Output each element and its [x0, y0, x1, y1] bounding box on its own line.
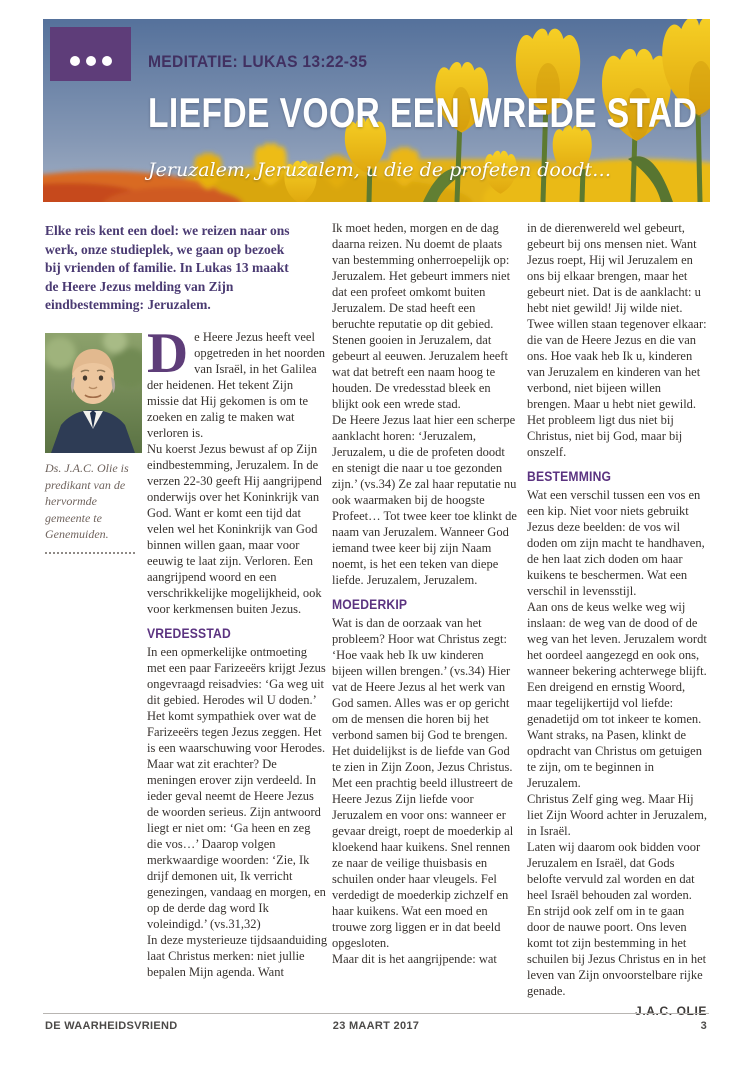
page-number: 3	[700, 1020, 707, 1032]
paragraph: Ik moet heden, morgen en de dag daarna reizen. Nu doemt de plaats van bestemming onherroepelijk op: Jeruzalem. Het gebeurt immers niet dat een profeet omkomt buiten Jeruzalem. De stad heeft een beruchte reputatie op dit gebied. Stenen gooien in Jeruzalem, dat gebeurt al eeuwen. Jeruzalem heeft wat dat betreft een naam hoog te houden. De vredesstad bleek en blijkt ook een wrede stad.	[332, 221, 511, 411]
magazine-name: DE WAARHEIDSVRIEND	[45, 1020, 178, 1032]
author-byline: J.A.C. OLIE	[635, 1004, 707, 1018]
footer-divider	[43, 1013, 709, 1014]
paragraph: In een opmerkelijke ontmoeting met een paar Farizeeërs krijgt Jezus ongevraagd reisadvies: ‘Ga weg uit dit gebied. Herodes wil U doden.’	[147, 645, 326, 707]
paragraph: in de dierenwereld wel gebeurt, gebeurt bij ons mensen niet. Want Jezus roept, Hij wil Jeruzalem en ons bij elkaar brengen, maar het gebeurt niet. Dat is de aanklacht: u hebt niet gewild! Jij wilde niet. Twee willen staan tegenover elkaar: die van de Heere Jezus en die van ons. Hoe vaak heb Ik u, kinderen van Jeruzalem en kinderen van het verbond, niet bijeen willen brengen. Maar u hebt niet gewild. Het probleem ligt dus niet bij Christus, niet bij God, maar bij onszelf.	[527, 221, 707, 459]
paragraph: In deze mysterieuze tijdsaanduiding laat Christus merken: niet jullie bepalen Mijn agenda. Want	[147, 933, 328, 979]
paragraph: Maar dit is het aangrijpende: wat	[332, 952, 497, 966]
drop-cap: D	[147, 322, 189, 385]
section-badge	[50, 27, 131, 81]
article-column-2	[332, 220, 517, 967]
paragraph: Met een prachtig beeld illustreert de Heere Jezus Zijn liefde voor Jeruzalem en voor ons: wanneer er gevaar dreigt, roept de moederkip al kloekend haar kuikens. Snel rennen ze naar de veilige thuisbasis en schuilen onder haar vleugels. Fel verdedigt de moederkip zichzelf en haar kuikens. Wat een moed en trouwe zorg liggen er in dat beeld opgesloten.	[332, 776, 514, 950]
photo-caption: Ds. J.A.C. Olie is predikant van de hervormde gemeente te Genemuiden.	[45, 461, 129, 541]
three-dots-icon	[50, 53, 131, 71]
paragraph: Laten wij daarom ook bidden voor Jeruzalem en Israël, dat Gods belofte vervuld zal worden en dat heel Israël behouden zal worden. En strijd ook zelf om in te gaan door de nauwe poort. Ons leven komt tot zijn bestemming in het schuilen bij Jezus Christus en in het leven van Zijn onvoorstelbare rijke genade.	[527, 840, 707, 998]
section-heading-vredesstad: VREDESSTAD	[147, 626, 231, 641]
article-subtitle: Jeruzalem, Jeruzalem, u die de profeten doodt…	[148, 159, 612, 181]
paragraph: Christus Zelf ging weg. Maar Hij liet Zijn Woord achter in Jeruzalem, in Israël.	[527, 792, 707, 838]
paragraph: De Heere Jezus heeft veel opgetreden in het noorden van Israël, in het Galilea der heidenen. Het tekent Zijn missie dat Hij gekomen is om te zoeken en zalig te maken wat verloren is.	[147, 322, 326, 440]
paragraph: Aan ons de keus welke weg wij inslaan: de weg van de dood of de weg van het leven. Jeruzalem wordt het oordeel aangezegd en ook ons, wanneer bekering achterwege blijft. Een dreigend en ernstig Woord, maar tegelijkertijd vol liefde: genadetijd om tot inkeer te komen. Want straks, na Pasen, klinkt de opdracht van Christus om getuigen te zijn, om te beginnen in Jeruzalem.	[527, 600, 707, 790]
article-standfirst: Elke reis kent een doel: we reizen naar ons werk, onze studieplek, we gaan op bezoek bij vrienden of familie. In Lukas 13 maakt de Heere Jezus melding van Zijn eindbestemming: Jeruzalem.	[45, 223, 290, 312]
paragraph: Nu koerst Jezus bewust af op Zijn eindbestemming, Jeruzalem. In de verzen 22-30 geeft Hij aangrijpend onderwijs over het Koninkrijk van God. Want er komt een tijd dat velen wel het Koninkrijk van God binnen willen gaan, maar voor eeuwig te laat zijn. Verloren. Een aangrijpend woord en een verschrikkelijke mogelijkheid, ook voor kerkmensen buiten Jezus.	[147, 442, 322, 616]
paragraph: Wat is dan de oorzaak van het probleem? Hoor wat Christus zegt: ‘Hoe vaak heb Ik uw kinderen bijeen willen brengen.’ (vs.34) Hier vat de Heere Jezus al het werk van God samen. Alles was er op gericht om de mensen die horen bij het verbond samen bij God te brengen. Het duidelijkst is de liefde van God te zien in Zijn Zoon, Jezus Christus.	[332, 616, 513, 774]
article-column-3	[527, 220, 707, 1019]
article-title: LIEFDE VOOR EEN WREDE STAD	[148, 89, 698, 136]
article-kicker: MEDITATIE: LUKAS 13:22-35	[148, 52, 368, 71]
section-heading-moederkip: MOEDERKIP	[332, 597, 408, 612]
paragraph: De Heere Jezus laat hier een scherpe aanklacht horen: ‘Jeruzalem, Jeruzalem, u die de profeten doodt en stenigt die naar u toe gezonden zijn.’ (vs.34) Ze zal haar reputatie nu ook waarmaken bij de hoogste Profeet… Tot twee keer toe klinkt de naam van Jeruzalem. Wanneer God iemand twee keer bij zijn Naam noemt, is het een teken van diepe liefde. Jeruzalem, Jeruzalem.	[332, 413, 517, 587]
paragraph: Wat een verschil tussen een vos en een kip. Niet voor niets gebruikt Jezus deze beelden: de vos wil doden om zijn macht te handhaven, de hen laat zich doden om haar kuikens te beschermen. Wat een verschil in levensstijl.	[527, 488, 705, 598]
page-footer	[43, 1020, 709, 1038]
header-photo	[43, 19, 710, 202]
portrait-illustration	[45, 333, 142, 453]
issue-date: 23 MAART 2017	[332, 1020, 420, 1032]
author-photo	[45, 333, 142, 453]
caption-divider	[45, 552, 135, 554]
paragraph: Het komt sympathiek over wat de Farizeeërs tegen Jezus zeggen. Het is een waarschuwing voor Herodes. Maar wat zit erachter? De meningen erover zijn verdeeld. In ieder geval neemt de Heere Jezus de woorden serieus. Zijn antwoord liegt er niet om: ‘Ga heen en zeg die vos…’ Daarop volgen merkwaardige woorden: ‘Zie, Ik drijf demonen uit, Ik verricht genezingen, vandaag en morgen, en op de derde dag word Ik voleindigd.’ (vs.31,32)	[147, 709, 326, 931]
section-heading-bestemming: BESTEMMING	[527, 469, 612, 484]
article-column-1	[147, 322, 328, 980]
